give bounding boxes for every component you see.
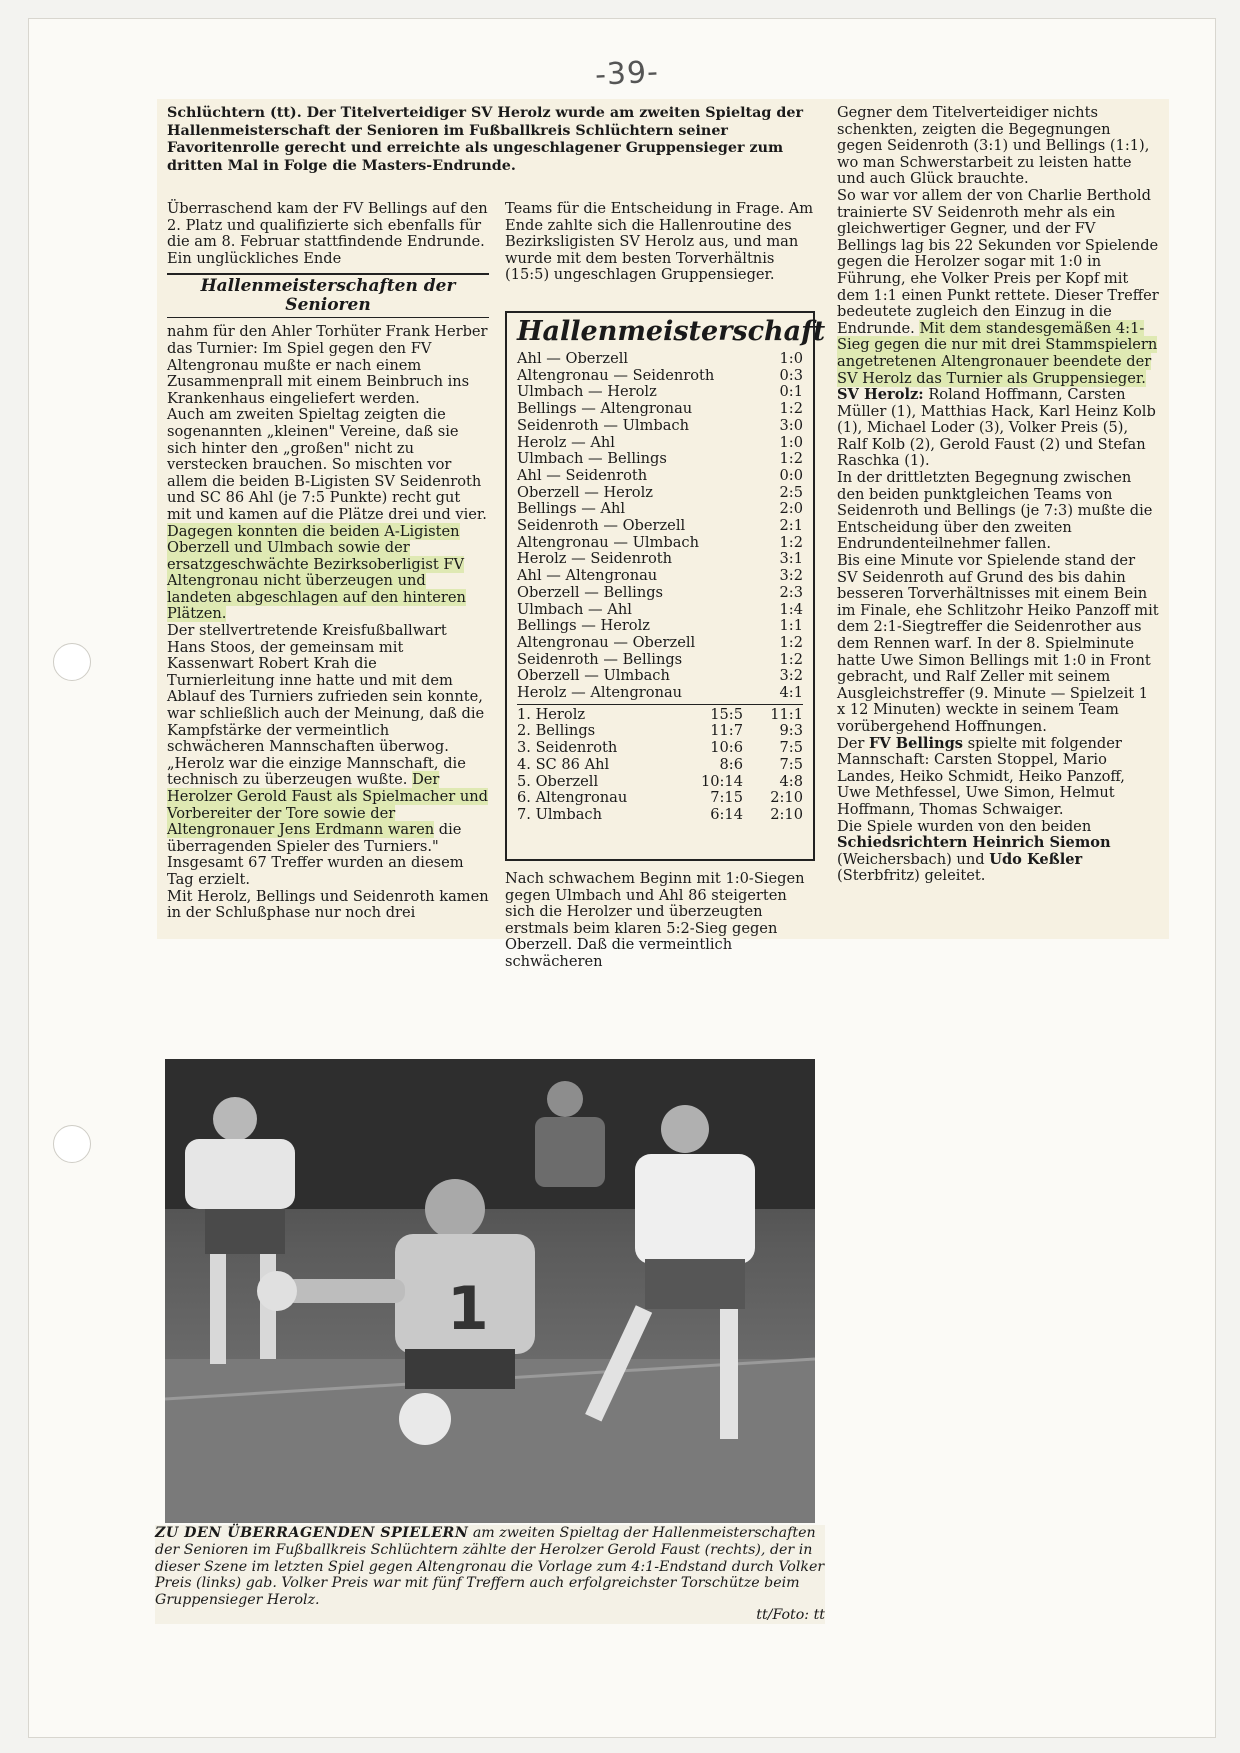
result-row [517,485,803,502]
match-label: Ulmbach — Herolz [517,383,657,401]
highlighted-text: Mit dem standesgemäßen 4:1-Sieg gegen die nur mit drei Stammspielern angetretenen Altengronauer beendete der SV Herolz das Turnier als Gruppensieger. [837,319,1158,387]
match-label: Bellings — Altengronau [517,400,693,418]
handwritten-page-number: -39- [594,54,660,93]
match-score: 1:0 [779,350,803,367]
match-score: 1:4 [779,600,803,618]
match-label: Bellings — Herolz [517,617,650,635]
text-run: Auch am zweiten Spieltag zeigten die sogenannten „kleinen" Vereine, daß sie sich hinter den „großen" nicht zu verstecken brauchen. So mischten vor allem die beiden B-Ligisten SV Seidenroth und SC 86 Ahl (je 7:5 Punkte) recht gut mit und kamen auf die Plätze drei und vier. [167,406,487,523]
result-row [517,401,803,418]
points: 9:3 [779,722,803,740]
team-name: 3. Seidenroth [517,739,618,757]
results-box [505,311,826,861]
team-name: 6. Altengronau [517,789,628,807]
scanned-page [28,18,1216,1738]
goal-difference: 15:5 [710,705,743,723]
photo-scene [165,1059,815,1523]
result-row [517,551,803,568]
result-row [517,501,803,518]
goal-difference: 11:7 [710,722,743,740]
result-row [517,585,803,602]
match-score: 1:2 [779,533,803,551]
highlighted-text: Der Herolzer Gerold Faust als Spielmacher und Vorbereiter der Tore sowie der Altengronauer Jens Erdmann waren [167,771,488,839]
match-label: Seidenroth — Ulmbach [517,416,689,434]
divider [167,317,489,318]
standings-row [517,790,803,807]
match-score: 1:1 [779,617,803,635]
punch-hole-top [53,643,91,681]
results-list [517,351,803,702]
team-name: 7. Ulmbach [517,805,602,823]
col2-top-text: Teams für die Entscheidung in Frage. Am Ende zahlte sich die Hallenroutine des Bezirksligisten SV Herolz aus, und man wurde mit dem besten Torverhältnis (15:5) ungeschlagen Gruppensieger. [505,200,814,284]
standings-row [517,757,803,774]
article-lead: Schlüchtern (tt). Der Titelverteidiger SV Herolz wurde am zweiten Spieltag der Hallenmeisterschaft der Senioren im Fußballkreis Schlüchtern seiner Favoritenrolle gerecht und erreichte als ungeschlagener Gruppensieger zum dritten Mal in Folge die Masters-Endrunde. [167,105,803,174]
match-score: 1:2 [779,650,803,668]
result-row [517,685,803,702]
points: 2:10 [770,789,803,807]
match-label: Herolz — Altengronau [517,684,683,702]
team-name: FV Bellings [868,734,964,752]
standings-row [517,774,803,791]
points: 4:8 [779,772,803,790]
match-label: Bellings — Ahl [517,500,626,518]
result-row [517,668,803,685]
col1-paragraph [167,623,489,889]
result-row [517,384,803,401]
match-score: 2:1 [779,517,803,535]
points: 7:5 [779,755,803,773]
match-score: 0:0 [779,466,803,484]
highlighted-text: Dagegen konnten die beiden A-Ligisten Oberzell und Ulmbach sowie der ersatzgeschwächte Bezirksoberligist FV Altengronau nicht überzeugen und landeten abgeschlagen auf den hinteren Plätzen. [167,522,466,623]
column-2-top [505,201,817,284]
text-run: (Weichersbach) und [837,850,985,868]
col3-paragraph [837,188,1159,387]
text-run: Die Spiele wurden von den beiden [837,817,1092,835]
match-score: 1:2 [779,450,803,468]
match-label: Ulmbach — Ahl [517,600,632,618]
standings-row [517,707,803,724]
column-2-bottom [505,871,817,971]
col1-paragraph [167,407,489,623]
standings-row [517,807,803,824]
result-row [517,418,803,435]
roster-label: SV Herolz: [837,386,924,404]
goal-difference: 10:14 [700,772,743,790]
jersey-number: 1 [447,1274,489,1344]
goal-difference: 10:6 [710,739,743,757]
result-row [517,635,803,652]
col3-paragraph: Gegner dem Titelverteidiger nichts schenkten, zeigten die Begegnungen gegen Seidenroth (3:1) und Bellings (1:1), wo man Schwerstarbeit zu leisten hatte und auch Glück brauchte. [837,104,1150,188]
team-name: 4. SC 86 Ahl [517,755,610,773]
result-row [517,368,803,385]
match-score: 1:0 [779,433,803,451]
col1-paragraph: Mit Herolz, Bellings und Seidenroth kamen in der Schlußphase nur noch drei [167,887,489,922]
match-label: Oberzell — Ulmbach [517,667,670,685]
photo-caption [155,1525,825,1624]
col3-paragraph [837,819,1159,885]
match-score: 2:3 [779,583,803,601]
col3-paragraph: In der drittletzten Begegnung zwischen den beiden punktgleichen Teams von Seidenroth und Bellings (je 7:3) mußte die Entscheidung über den zweiten Endrundenteilnehmer fallen. [837,469,1153,553]
text-run: spielte mit folgender Mannschaft: Carsten Stoppel, Mario Landes, Heiko Schmidt, Heiko Panzoff, Uwe Methfessel, Uwe Simon, Helmut Hoffmann, Thomas Schwaiger. [837,734,1125,818]
result-row [517,602,803,619]
caption-lead-in: ZU DEN ÜBERRAGENDEN SPIELERN [155,1525,469,1541]
points: 11:1 [770,705,803,723]
col3-paragraph: Bis eine Minute vor Spielende stand der SV Seidenroth auf Grund des bis dahin besseren Torverhältnisses mit einem Bein im Finale, ehe Schlitzohr Heiko Panzoff mit dem 2:1-Siegtreffer die Seidenrother aus dem Rennen warf. In der 8. Spielminute hatte Uwe Simon Bellings mit 1:0 in Front gebracht, und Ralf Zeller mit seinem Ausgleichstreffer (9. Minute — Spielzeit 1 x 12 Minuten) weckte in seinem Team vorübergehend Hoffnungen. [837,552,1159,735]
standings-row [517,723,803,740]
text-run: Der stellvertretende Kreisfußballwart Hans Stoos, der gemeinsam mit Kassenwart Robert Krah die Turnierleitung inne hatte und mit dem Ablauf des Turniers zufrieden sein konnte, war schließlich auch der Meinung, daß die Kampfstärke der vermeintlich schwächeren Mannschaften überwog. „Herolz war die einzige Mannschaft, die technisch zu überzeugen wußte. [167,622,485,789]
match-score: 0:1 [779,383,803,401]
match-label: Ahl — Oberzell [517,350,629,367]
match-score: 2:5 [779,483,803,501]
match-label: Seidenroth — Bellings [517,650,683,668]
standings-row [517,740,803,757]
goal-difference: 8:6 [719,755,743,773]
results-box-title: Hallenmeisterschaft [517,316,826,347]
match-label: Herolz — Ahl [517,433,615,451]
match-score: 3:1 [779,550,803,568]
match-score: 3:0 [779,416,803,434]
match-label: Altengronau — Oberzell [517,633,696,651]
text-run: (Sterbfritz) geleitet. [837,867,986,885]
result-row [517,518,803,535]
col3-paragraph [837,736,1159,819]
result-row [517,435,803,452]
result-row [517,351,803,368]
newspaper-clipping [157,99,1169,970]
match-score: 4:1 [779,684,803,702]
match-label: Ulmbach — Bellings [517,450,667,468]
column-3 [837,105,1159,885]
text-run: die überragenden Spieler des Turniers." Insgesamt 67 Treffer wurden an diesem Tag erzielt. [167,821,464,888]
match-score: 0:3 [779,366,803,384]
result-row [517,618,803,635]
col1-paragraph: nahm für den Ahler Torhüter Frank Herber das Turnier: Im Spiel gegen den FV Altengronau mußte er nach einem Zusammenprall mit einem Beinbruch ins Krankenhaus eingeliefert werden. [167,323,488,407]
col2-bottom-text: Nach schwachem Beginn mit 1:0-Siegen gegen Ulmbach und Ahl 86 steigerten sich die Herolzer und überzeugten erstmals beim klaren 5:2-Sieg gegen Oberzell. Daß die vermeintlich schwächeren [505,870,805,970]
points: 7:5 [779,739,803,757]
col3-paragraph [837,387,1159,470]
match-score: 2:0 [779,500,803,518]
match-label: Oberzell — Bellings [517,583,664,601]
match-label: Altengronau — Ulmbach [517,533,700,551]
result-row [517,451,803,468]
result-row [517,468,803,485]
result-row [517,568,803,585]
result-row [517,652,803,669]
goal-difference: 6:14 [710,805,743,823]
match-label: Herolz — Seidenroth [517,550,673,568]
match-score: 1:2 [779,400,803,418]
match-photo [165,1059,815,1523]
referee-name: Schiedsrichtern Heinrich Siemon [837,834,1111,852]
referee-name: Udo Keßler [989,850,1083,868]
match-label: Ahl — Altengronau [517,567,658,585]
goal-difference: 7:15 [710,789,743,807]
text-run: So war vor allem der von Charlie Berthold trainierte SV Seidenroth mehr als ein gleichwertiger Gegner, und der FV Bellings lag bis 22 Sekunden vor Spielende gegen die Herolzer sogar mit 1:0 in Führung, ehe Volker Preis per Kopf mit dem 1:1 einen Punkt rettete. Dieser Treffer bedeutete zugleich den Einzug in die Endrunde. [837,186,1159,337]
subheadline: Hallenmeisterschaften der Senioren [200,276,456,316]
result-row [517,535,803,552]
text-run: Roland Hoffmann, Carsten Müller (1), Matthias Hack, Karl Heinz Kolb (1), Michael Loder (3), Volker Preis (5), Ralf Kolb (2), Gerold Faust (2) und Stefan Raschka (1). [837,386,1156,470]
standings-table [517,704,803,824]
column-1 [167,201,489,922]
match-score: 3:2 [779,567,803,585]
team-name: 1. Herolz [517,705,586,723]
match-score: 1:2 [779,633,803,651]
match-score: 3:2 [779,667,803,685]
points: 2:10 [770,805,803,823]
ball [399,1393,451,1445]
match-label: Seidenroth — Oberzell [517,517,686,535]
text-run: Der [837,734,865,752]
team-name: 2. Bellings [517,722,596,740]
match-label: Ahl — Seidenroth [517,466,648,484]
goalkeeper [257,1179,535,1389]
team-name: 5. Oberzell [517,772,599,790]
match-label: Oberzell — Herolz [517,483,653,501]
divider [167,273,489,275]
punch-hole-bottom [53,1125,91,1163]
col1-top-text: Überraschend kam der FV Bellings auf den 2. Platz und qualifizierte sich ebenfalls für die am 8. Februar stattfindende Endrunde. Ein unglückliches Ende [167,200,488,267]
match-label: Altengronau — Seidenroth [517,366,715,384]
photo-credit: tt/Foto: tt [756,1606,825,1623]
caption-text: am zweiten Spieltag der Hallenmeisterschaften der Senioren im Fußballkreis Schlüchtern zählte der Herolzer Gerold Faust (rechts), der in dieser Szene im letzten Spiel gegen Altengronau die Vorlage zum 4:1-Endstand durch Volker Preis (links) gab. Volker Preis war mit fünf Treffern auch erfolgreichster Torschütze beim Gruppensieger Herolz. [155,1525,825,1609]
